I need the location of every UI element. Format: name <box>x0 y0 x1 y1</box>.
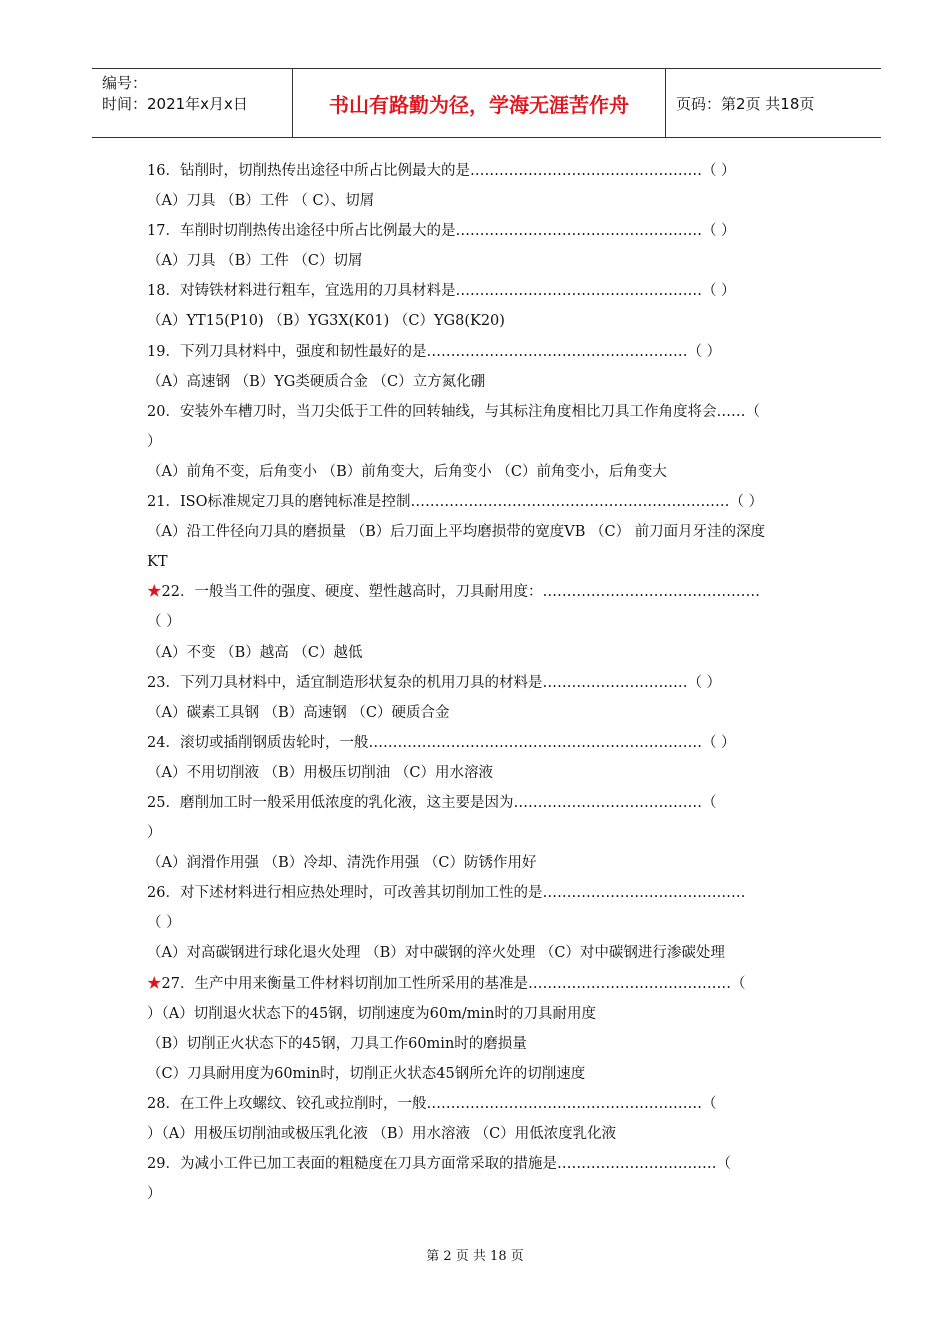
text-line <box>147 517 859 547</box>
text-line <box>147 788 859 818</box>
text-line <box>147 818 859 848</box>
text-line <box>147 457 859 487</box>
text-line <box>147 337 859 367</box>
line-text: 29．为减小工件已加工表面的粗糙度在刀具方面常采取的措施是……………………………（ <box>147 1156 731 1173</box>
text-line <box>147 1059 859 1089</box>
page-info: 页码：第2页 共18页 <box>676 94 815 113</box>
text-line <box>147 216 859 246</box>
line-text: ） <box>147 1186 162 1203</box>
line-text: 24．滚切或插削钢质齿轮时，一般……………………………………………………………（ ） <box>147 734 736 751</box>
text-line <box>147 999 859 1029</box>
line-text: ） <box>147 825 162 842</box>
text-line <box>147 397 859 427</box>
text-line <box>147 427 859 457</box>
text-line <box>147 577 859 607</box>
text-line <box>147 638 859 668</box>
line-text: （B）切削正火状态下的45钢，刀具工作60min时的磨损量 <box>147 1035 527 1052</box>
number-label: 编号： <box>102 74 148 92</box>
text-line <box>147 698 859 728</box>
line-text: （A）对高碳钢进行球化退火处理 （B）对中碳钢的淬火处理 （C）对中碳钢进行渗碳处理 <box>147 945 725 962</box>
text-line <box>147 607 859 637</box>
text-line <box>147 878 859 908</box>
text-line <box>147 969 859 999</box>
line-text: KT <box>147 554 168 571</box>
text-line <box>147 186 859 216</box>
line-text: 22．一般当工件的强度、硬度、塑性越高时，刀具耐用度：……………………………………… <box>161 584 760 601</box>
text-line <box>147 367 859 397</box>
text-line <box>147 1089 859 1119</box>
star-icon: ★ <box>147 584 162 601</box>
text-line <box>147 758 859 788</box>
line-text: （A）YT15(P10) （B）YG3X(K01) （C）YG8(K20) <box>147 313 505 330</box>
line-text: 20．安装外车槽刀时，当刀尖低于工件的回转轴线，与其标注角度相比刀具工作角度将会……（ <box>147 403 760 420</box>
line-text: 18．对铸铁材料进行粗车，宜选用的刀具材料是……………………………………………（ ） <box>147 283 736 300</box>
line-text: （A）不用切削液 （B）用极压切削油 （C）用水溶液 <box>147 764 493 781</box>
line-text: （A）沿工件径向刀具的磨损量 （B）后刀面上平均磨损带的宽度VB （C） 前刀面月牙洼的深度 <box>147 524 766 541</box>
text-line <box>147 668 859 698</box>
line-text: （A）高速钢 （B）YG类硬质合金 （C）立方氮化硼 <box>147 373 486 390</box>
text-line <box>147 276 859 306</box>
text-line <box>147 1029 859 1059</box>
header-meta-cell <box>92 69 293 137</box>
line-text: ） <box>147 433 162 450</box>
text-line <box>147 728 859 758</box>
line-text: （A）碳素工具钢 （B）高速钢 （C）硬质合金 <box>147 704 450 721</box>
text-line <box>147 547 859 577</box>
line-text: 26．对下述材料进行相应热处理时，可改善其切削加工性的是…………………………………… <box>147 885 746 902</box>
line-text: 21．ISO标准规定刀具的磨钝标准是控制…………………………………………………………（ ） <box>147 494 764 511</box>
page-footer: 第 2 页 共 18 页 <box>426 1249 524 1264</box>
text-line <box>147 1119 859 1149</box>
line-text: ）（A）用极压切削油或极压乳化液 （B）用水溶液 （C）用低浓度乳化液 <box>147 1126 617 1142</box>
motto: 书山有路勤为径，学海无涯苦作舟 <box>293 69 666 137</box>
text-line <box>147 246 859 276</box>
line-text: （ ） <box>147 915 181 932</box>
time-label: 时间：2021年x月x日 <box>102 95 248 113</box>
question-list <box>147 156 859 1209</box>
line-text: 25．磨削加工时一般采用低浓度的乳化液，这主要是因为…………………………………（ <box>147 794 717 811</box>
text-line <box>147 848 859 878</box>
text-line <box>147 908 859 938</box>
line-text: 27．生产中用来衡量工件材料切削加工性所采用的基准是……………………………………（ <box>161 975 746 992</box>
line-text: 19．下列刀具材料中，强度和韧性最好的是………………………………………………（ ） <box>147 343 722 360</box>
text-line <box>147 1179 859 1209</box>
line-text: （A）不变 （B）越高 （C）越低 <box>147 644 363 661</box>
line-text: 16．钻削时，切削热传出途径中所占比例最大的是…………………………………………（ ） <box>147 163 736 179</box>
text-line <box>147 938 859 968</box>
line-text: （A）前角不变，后角变小 （B）前角变大，后角变小 （C）前角变小，后角变大 <box>147 463 667 480</box>
line-text: （A）润滑作用强 （B）冷却、清洗作用强 （C）防锈作用好 <box>147 855 537 872</box>
text-line <box>147 487 859 517</box>
line-text: 28．在工件上攻螺纹、铰孔或拉削时，一般…………………………………………………（ <box>147 1095 717 1112</box>
line-text: 23．下列刀具材料中，适宜制造形状复杂的机用刀具的材料是…………………………（ ） <box>147 674 722 691</box>
line-text: （A）刀具 （B）工件 （ C）、切屑 <box>147 193 375 210</box>
text-line <box>147 1149 859 1179</box>
line-text: （A）刀具 （B）工件 （C）切屑 <box>147 253 363 270</box>
text-line <box>147 156 859 186</box>
line-text: ）（A）切削退火状态下的45钢，切削速度为60m/min时的刀具耐用度 <box>147 1005 596 1022</box>
line-text: 17．车削时切削热传出途径中所占比例最大的是……………………………………………（ ） <box>147 223 736 240</box>
line-text: （C）刀具耐用度为60min时，切削正火状态45钢所允许的切削速度 <box>147 1065 586 1082</box>
text-line <box>147 306 859 336</box>
line-text: （ ） <box>147 614 181 631</box>
page-header <box>92 68 881 138</box>
star-icon: ★ <box>147 975 162 992</box>
